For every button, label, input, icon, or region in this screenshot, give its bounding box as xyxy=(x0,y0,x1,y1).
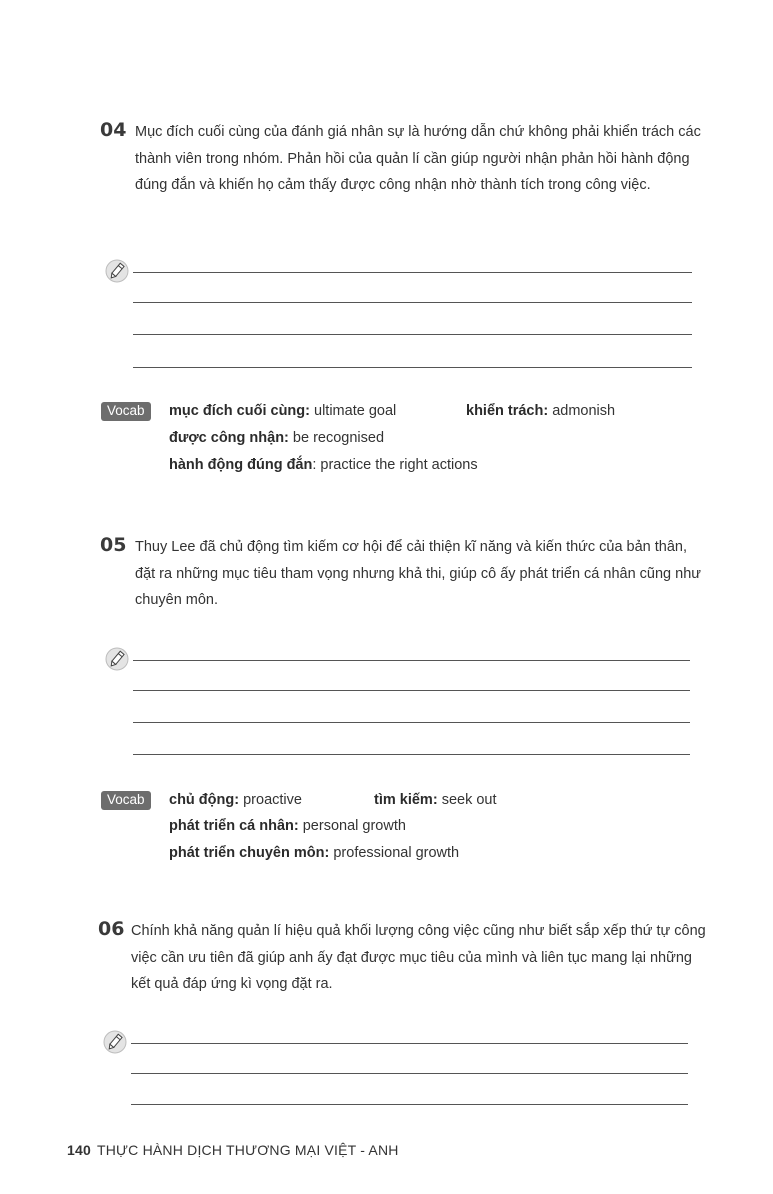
vocab-entry: phát triển chuyên môn: professional growth xyxy=(169,845,460,861)
vocab-entry: khiển trách: admonish xyxy=(466,403,616,419)
writing-line[interactable] xyxy=(131,1073,688,1074)
exercise-number: 05 xyxy=(100,534,127,556)
exercise-06 xyxy=(98,918,708,998)
vocab-entry: được công nhận: be recognised xyxy=(169,430,385,446)
writing-line[interactable] xyxy=(133,272,692,273)
writing-line[interactable] xyxy=(133,367,692,368)
exercise-number: 06 xyxy=(98,918,125,940)
writing-line[interactable] xyxy=(133,660,690,661)
writing-line[interactable] xyxy=(133,302,692,303)
vocab-entry: hành động đúng đắn: practice the right actions xyxy=(169,457,478,473)
exercise-text: Thuy Lee đã chủ động tìm kiếm cơ hội để cải thiện kĩ năng và kiến thức của bản thân, đặt ra những mục tiêu tham vọng nhưng khả thi, giúp cô ấy phát triển cá nhân cũng như chuyên môn. xyxy=(135,539,701,608)
vocab-badge: Vocab xyxy=(101,402,151,421)
exercise-text: Chính khả năng quản lí hiệu quả khối lượng công việc cũng như biết sắp xếp thứ tự công việc cần ưu tiên đã giúp anh ấy đạt được mục tiêu của mình và liên tục mang lại những kết quả đáp ứng kì vọng đặt ra. xyxy=(131,923,706,992)
vocab-entry: phát triển cá nhân: personal growth xyxy=(169,818,406,834)
vocab-entry: mục đích cuối cùng: ultimate goal xyxy=(169,403,397,419)
exercise-number: 04 xyxy=(100,119,127,141)
page-footer xyxy=(67,1142,399,1158)
writing-line[interactable] xyxy=(133,690,690,691)
pencil-icon xyxy=(104,258,130,284)
vocab-badge: Vocab xyxy=(101,791,151,810)
pencil-icon xyxy=(102,1029,128,1055)
book-title: THỰC HÀNH DỊCH THƯƠNG MẠI VIỆT - ANH xyxy=(96,1142,399,1158)
writing-line[interactable] xyxy=(131,1043,688,1044)
exercise-text: Mục đích cuối cùng của đánh giá nhân sự là hướng dẫn chứ không phải khiển trách các thành viên trong nhóm. Phản hồi của quản lí cần giúp người nhận phản hồi hành động đúng đắn và khiến họ cảm thấy được công nhận nhờ thành tích trong công việc. xyxy=(135,124,701,193)
vocab-entry: tìm kiếm: seek out xyxy=(374,792,497,808)
page-number: 140 xyxy=(67,1142,91,1158)
pencil-icon xyxy=(104,646,130,672)
exercise-04 xyxy=(100,119,710,199)
writing-line[interactable] xyxy=(133,754,690,755)
vocab-entry: chủ động: proactive xyxy=(169,792,302,808)
exercise-05 xyxy=(100,534,710,614)
writing-line[interactable] xyxy=(133,722,690,723)
writing-line[interactable] xyxy=(133,334,692,335)
writing-line[interactable] xyxy=(131,1104,688,1105)
